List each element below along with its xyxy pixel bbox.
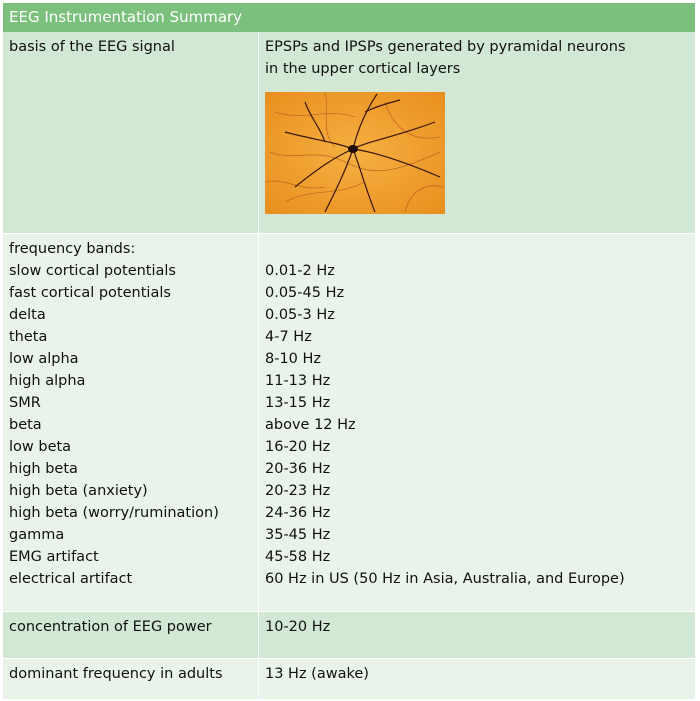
band-name-12: gamma	[9, 527, 65, 543]
band-range-4: 8-10 Hz	[265, 351, 322, 367]
band-range-13: 45-58 Hz	[265, 549, 331, 565]
bands-heading: frequency bands:	[9, 241, 136, 257]
band-range-9: 20-36 Hz	[265, 461, 331, 477]
band-range-11: 24-36 Hz	[265, 505, 331, 521]
basis-value-line1: EPSPs and IPSPs generated by pyramidal neurons	[265, 39, 626, 55]
eeg-summary-table	[2, 2, 696, 699]
dominant-value: 13 Hz (awake)	[258, 659, 695, 699]
basis-value-line2: in the upper cortical layers	[265, 61, 461, 77]
basis-label: basis of the EEG signal	[9, 39, 175, 55]
band-range-2: 0.05-3 Hz	[265, 307, 335, 323]
band-name-8: low beta	[9, 439, 72, 455]
dominant-label: dominant frequency in adults	[9, 666, 223, 682]
band-name-0: slow cortical potentials	[9, 263, 176, 279]
band-name-14: electrical artifact	[9, 571, 133, 587]
band-name-11: high beta (worry/rumination)	[9, 505, 219, 521]
band-range-10: 20-23 Hz	[265, 483, 331, 499]
band-name-9: high beta	[9, 461, 78, 477]
band-names	[3, 234, 258, 612]
band-ranges	[258, 234, 695, 612]
power-value: 10-20 Hz	[258, 612, 695, 659]
table-row-basis	[3, 32, 695, 233]
band-range-5: 11-13 Hz	[265, 373, 331, 389]
table-row-dominant	[3, 658, 695, 699]
band-name-2: delta	[9, 307, 46, 323]
pyramidal-neuron-image	[265, 92, 445, 214]
table-row-bands	[3, 233, 695, 612]
band-name-1: fast cortical potentials	[9, 285, 171, 301]
band-range-14: 60 Hz in US (50 Hz in Asia, Australia, and Europe)	[265, 571, 625, 587]
power-label: concentration of EEG power	[9, 619, 212, 635]
band-name-3: theta	[9, 329, 48, 345]
band-name-4: low alpha	[9, 351, 79, 367]
band-range-12: 35-45 Hz	[265, 527, 331, 543]
band-name-13: EMG artifact	[9, 549, 99, 565]
basis-value	[258, 32, 695, 233]
table-title: EEG Instrumentation Summary	[3, 3, 695, 32]
band-range-6: 13-15 Hz	[265, 395, 331, 411]
band-name-7: beta	[9, 417, 42, 433]
band-range-3: 4-7 Hz	[265, 329, 312, 345]
band-range-8: 16-20 Hz	[265, 439, 331, 455]
band-range-7: above 12 Hz	[265, 417, 356, 433]
band-name-10: high beta (anxiety)	[9, 483, 148, 499]
bands-heading-spacer	[265, 238, 695, 260]
band-name-6: SMR	[9, 395, 41, 411]
table-row-power	[3, 611, 695, 659]
band-name-5: high alpha	[9, 373, 86, 389]
band-range-0: 0.01-2 Hz	[265, 263, 335, 279]
band-range-1: 0.05-45 Hz	[265, 285, 345, 301]
